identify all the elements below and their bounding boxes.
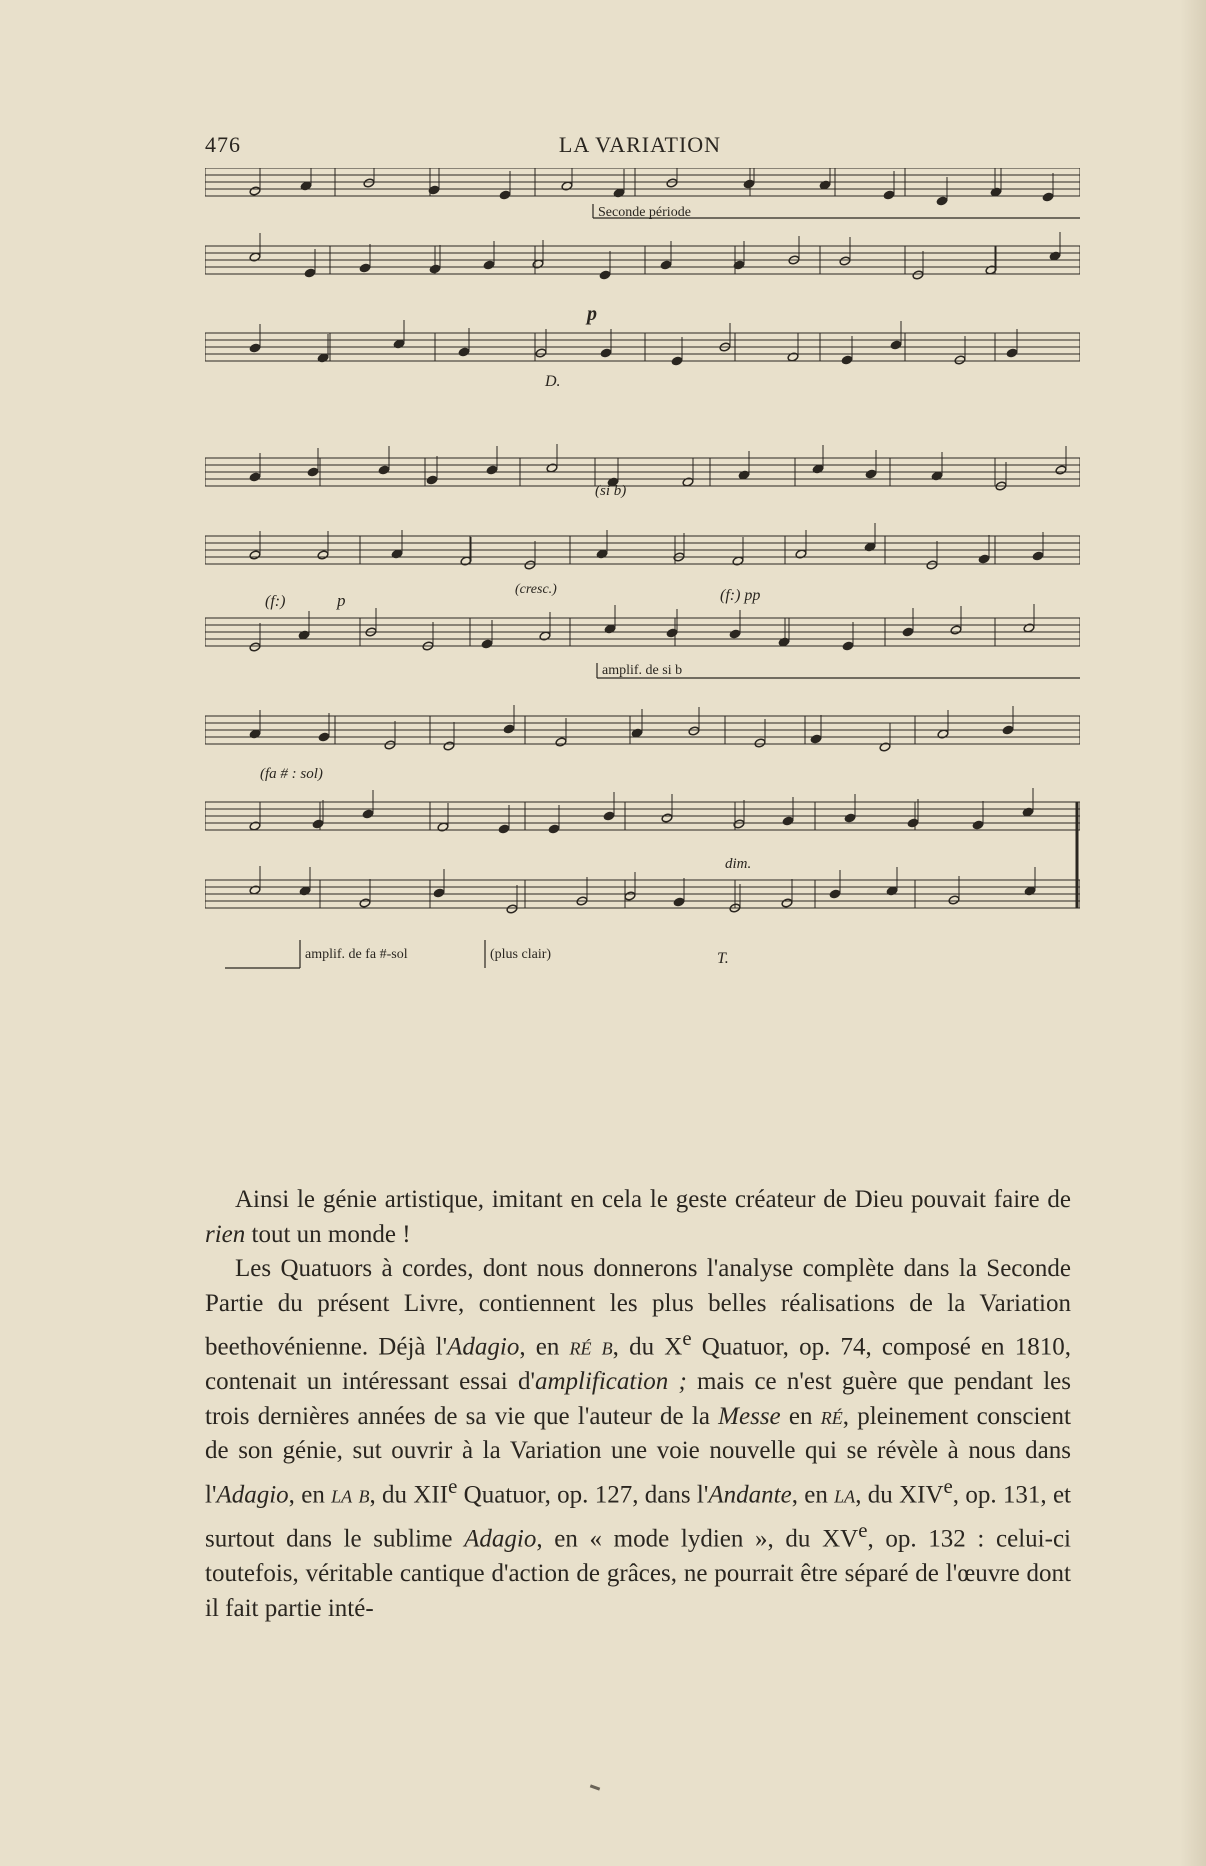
notehead — [600, 348, 612, 358]
notehead — [864, 542, 876, 552]
fz-pp-mark: (f:) pp — [720, 587, 761, 604]
paragraph-2 — [205, 1252, 1071, 1626]
p1-end: tout un monde ! — [245, 1220, 411, 1248]
notehead — [1032, 551, 1044, 561]
notehead — [312, 819, 324, 829]
notehead — [666, 628, 678, 638]
notehead — [902, 627, 914, 637]
notehead — [829, 889, 841, 899]
notehead — [506, 904, 518, 914]
notehead — [1006, 348, 1018, 358]
p2-sup-2: e — [448, 1474, 458, 1499]
notehead — [249, 642, 261, 652]
p2-messe: Messe — [718, 1402, 781, 1430]
notehead — [812, 464, 824, 474]
notehead — [249, 343, 261, 353]
p2-g: , pleinement conscient de son génie, sut ouvrir à la Variation une voie nouvelle qui se révèle à nous dans l' — [205, 1402, 1071, 1509]
notehead — [298, 630, 310, 640]
notehead — [842, 641, 854, 651]
notehead — [990, 187, 1002, 197]
notehead — [810, 734, 822, 744]
p2-amplification: amplification ; — [534, 1368, 687, 1396]
p2-lab: la b — [331, 1481, 370, 1509]
notehead — [603, 811, 615, 821]
p2-k: , en — [791, 1481, 835, 1509]
notehead — [596, 549, 608, 559]
paragraph-1 — [205, 1183, 1071, 1252]
running-title: LA VARIATION — [558, 132, 722, 157]
page-number: 476 — [205, 132, 241, 157]
notehead — [503, 724, 515, 734]
p2-sup-1: e — [682, 1326, 692, 1351]
notehead — [666, 178, 678, 188]
notehead — [732, 556, 744, 566]
notehead — [936, 196, 948, 206]
notehead — [865, 469, 877, 479]
p2-re: ré — [820, 1402, 843, 1430]
p2-m: , op. 131, et surtout dans le sublime — [205, 1481, 1071, 1553]
page-header — [205, 132, 1075, 162]
notehead — [555, 737, 567, 747]
notehead — [819, 180, 831, 190]
p2-adagio-2: Adagio — [216, 1481, 289, 1509]
notehead — [249, 821, 261, 831]
notehead — [781, 898, 793, 908]
notehead — [249, 472, 261, 482]
p2-e: mais ce n'est guère que pendant les trois dernières années de sa vie que l'auteur de la — [205, 1368, 1071, 1430]
notehead — [890, 340, 902, 350]
notehead — [433, 888, 445, 898]
notehead — [729, 629, 741, 639]
notehead — [738, 470, 750, 480]
notehead — [661, 813, 673, 823]
notehead — [249, 885, 261, 895]
notehead — [624, 891, 636, 901]
notehead — [673, 897, 685, 907]
p2-c: , du X — [612, 1333, 683, 1361]
notehead — [839, 256, 851, 266]
notehead — [546, 463, 558, 473]
notehead — [532, 259, 544, 269]
notehead — [429, 264, 441, 274]
cresc-mark: (cresc.) — [515, 582, 557, 597]
notehead — [378, 465, 390, 475]
notehead — [782, 816, 794, 826]
notehead — [359, 263, 371, 273]
label-sib: (si b) — [595, 483, 627, 499]
notehead — [362, 809, 374, 819]
notehead — [660, 260, 672, 270]
notehead — [795, 549, 807, 559]
notehead — [931, 471, 943, 481]
p2-la: la — [834, 1481, 856, 1509]
notehead — [391, 549, 403, 559]
p2-andante: Andante — [708, 1481, 792, 1509]
notehead — [535, 348, 547, 358]
notehead — [604, 624, 616, 634]
notehead — [954, 355, 966, 365]
notehead — [483, 260, 495, 270]
fz-mark-1: (f:) — [265, 593, 286, 610]
notehead — [978, 554, 990, 564]
label-plus-clair: (plus clair) — [490, 947, 552, 962]
notehead — [907, 818, 919, 828]
notehead — [1002, 725, 1014, 735]
p2-reb: ré b — [569, 1333, 613, 1361]
notehead — [926, 560, 938, 570]
notehead — [1023, 623, 1035, 633]
p1-italic: rien — [205, 1220, 246, 1248]
notehead — [363, 178, 375, 188]
notehead — [671, 356, 683, 366]
notehead — [307, 467, 319, 477]
notehead — [743, 179, 755, 189]
dynamic-p-2: p — [337, 591, 346, 610]
p2-h: , en — [288, 1481, 332, 1509]
notehead — [1022, 807, 1034, 817]
notehead — [912, 270, 924, 280]
p2-f: en — [780, 1402, 821, 1430]
p2-adagio-3: Adagio — [464, 1525, 537, 1553]
label-amplif-sib: amplif. de si b — [602, 663, 683, 678]
notehead — [548, 824, 560, 834]
score-svg — [205, 168, 1080, 1168]
notehead — [304, 268, 316, 278]
p2-j: Quatuor, op. 127, dans l' — [457, 1481, 709, 1509]
notehead — [317, 353, 329, 363]
notehead — [841, 355, 853, 365]
notehead — [879, 742, 891, 752]
notehead — [393, 339, 405, 349]
label-fa-sol: (fa # : sol) — [260, 766, 323, 782]
notehead — [787, 352, 799, 362]
notehead — [972, 820, 984, 830]
notehead — [539, 631, 551, 641]
p2-sup-4: e — [858, 1518, 868, 1542]
notehead — [950, 625, 962, 635]
dim-mark: dim. — [725, 856, 752, 872]
p2-o: , op. 132 : celui-ci toutefois, véritable cantique d'action de grâces, ne pourrait être séparé de l'œuvre dont il fait partie inté- — [205, 1525, 1071, 1622]
notehead — [249, 550, 261, 560]
notehead — [460, 556, 472, 566]
p1-text: Ainsi le génie artistique, imitant en cela le geste créateur de Dieu pouvait faire de — [235, 1186, 1071, 1213]
body-text — [205, 1183, 1071, 1626]
notehead — [300, 181, 312, 191]
notehead — [458, 347, 470, 357]
notehead — [778, 637, 790, 647]
p2-b: , en — [519, 1333, 570, 1361]
notehead — [1049, 251, 1061, 261]
notehead — [948, 895, 960, 905]
notehead — [1024, 886, 1036, 896]
notehead — [886, 886, 898, 896]
d-mark: D. — [545, 373, 561, 390]
notehead — [498, 824, 510, 834]
p2-n: , en « mode lydien », du XV — [536, 1525, 859, 1553]
notehead — [613, 188, 625, 198]
ink-speck — [590, 1784, 600, 1790]
notehead — [599, 270, 611, 280]
notehead — [1042, 192, 1054, 202]
page-edge-shadow — [1180, 0, 1206, 1866]
notehead — [317, 550, 329, 560]
notehead — [481, 639, 493, 649]
notehead — [631, 728, 643, 738]
notehead — [754, 738, 766, 748]
notehead — [443, 741, 455, 751]
notehead — [688, 726, 700, 736]
notehead — [249, 252, 261, 262]
label-amplif-fasol: amplif. de fa #-sol — [305, 947, 408, 962]
p2-d: Quatuor, op. 74, composé en 1810, contenait un intéressant essai d' — [205, 1333, 1071, 1396]
notehead — [426, 475, 438, 485]
dynamic-p-1: p — [587, 303, 597, 325]
notehead — [844, 813, 856, 823]
music-score — [205, 168, 1080, 1168]
notehead — [499, 190, 511, 200]
p2-a: Les Quatuors à cordes, dont nous donnerons l'analyse complète dans la Seconde Partie du présent Livre, contiennent les plus belles réalisations de la Variation beethovénienne. Déjà l' — [205, 1255, 1071, 1361]
notehead — [359, 898, 371, 908]
notehead — [437, 822, 449, 832]
p2-adagio-1: Adagio — [447, 1333, 520, 1361]
notehead — [384, 740, 396, 750]
notehead — [299, 886, 311, 896]
notehead — [1055, 465, 1067, 475]
p2-l: , du XIV — [855, 1481, 944, 1509]
notehead — [682, 477, 694, 487]
notehead — [524, 560, 536, 570]
notehead — [561, 181, 573, 191]
notehead — [937, 729, 949, 739]
t-mark: T. — [717, 950, 729, 967]
p2-i: , du XII — [369, 1481, 449, 1509]
notehead — [249, 186, 261, 196]
notehead — [486, 465, 498, 475]
notehead — [883, 190, 895, 200]
label-seconde-periode: Seconde période — [598, 205, 691, 220]
notehead — [318, 732, 330, 742]
p2-sup-3: e — [943, 1474, 953, 1499]
notehead — [249, 729, 261, 739]
